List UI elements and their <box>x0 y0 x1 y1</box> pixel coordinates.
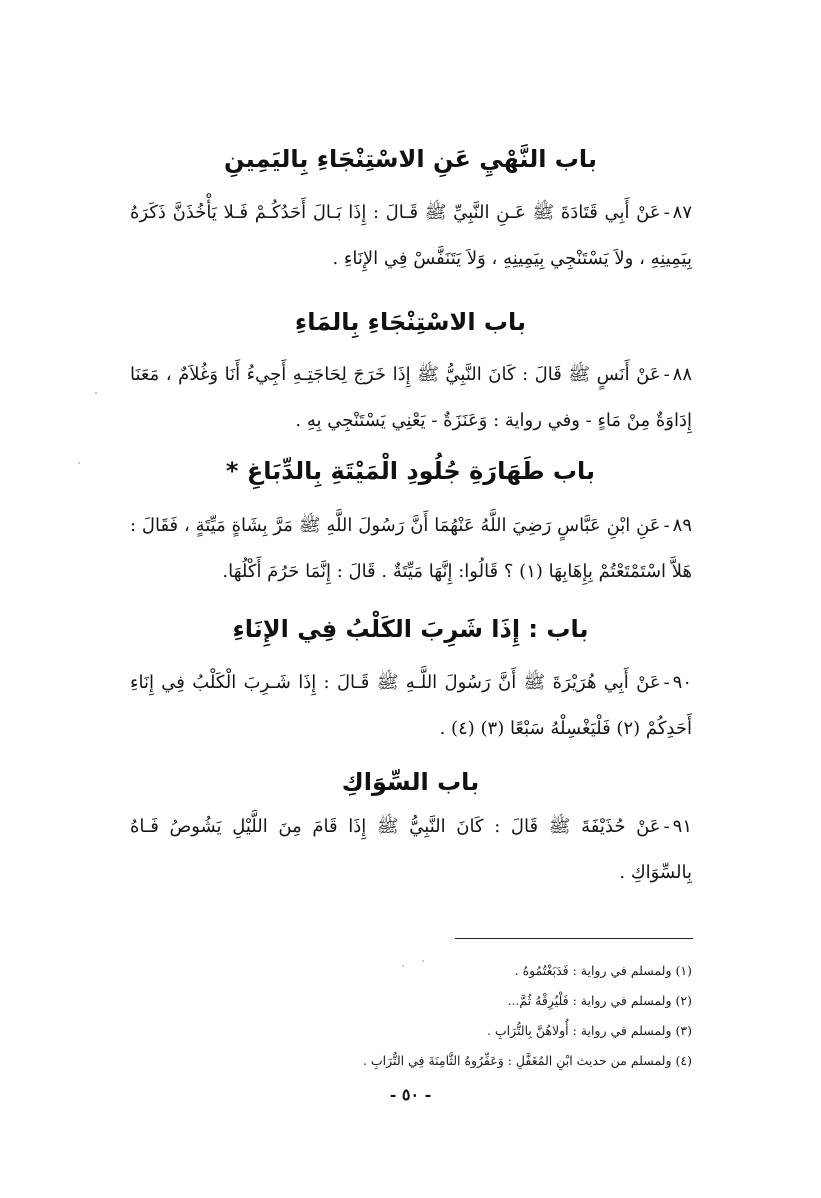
chapter-heading: باب طَهَارَةِ جُلُودِ الْمَيْتَةِ بِالدِّبَاغِ * <box>225 457 596 485</box>
hadith-number: ٩٠ <box>672 672 692 693</box>
scan-speck <box>95 392 97 394</box>
hadith-text: عَنِ ابْنِ عَبَّاسٍ رَضِيَ اللَّهُ عَنْهُمَا أَنَّ رَسُولَ اللَّهِ ﷺ مَرَّ بِشَاةٍ مَيِّتَةٍ ، فَقَالَ : هَلاَّ اسْتَمْتَعْتُمْ بِإِهَابِهَا (١) ؟ قَالُوا: إِنَّهَا مَيِّتَةٌ . قَالَ : إِنَّمَا حَرُمَ أَكْلُهَا. <box>130 515 692 582</box>
chapter-heading: باب السِّوَاكِ <box>341 768 480 796</box>
footnote-3: (٣) ولمسلم في رواية : أُولاهُنَّ بِالتُّرَابِ . <box>486 1023 692 1038</box>
scan-speck <box>402 965 404 967</box>
hadith-text: عَنْ أَبِي هُرَيْرَةَ ﷺ أَنَّ رَسُولَ اللَّـهِ ﷺ قَـالَ : إِذَا شَـرِبَ الْكَلْبُ فِي إِنَاءِ أَحَدِكُمْ (٢) فَلْيَغْسِلْهُ سَبْعًا (٣) (٤) . <box>130 672 692 739</box>
scan-speck <box>78 462 80 464</box>
scan-speck <box>422 960 424 962</box>
hadith-text: عَنْ أَنَسٍ ﷺ قَالَ : كَانَ النَّبِيُّ ﷺ إِذَا خَرَجَ لِحَاجَتِـهِ أَجِيءُ أَنَا وَغُلاَمٌ ، مَعَنَا إِدَاوَةٌ مِنْ مَاءٍ - وفي رواية : وَعَنَزَةٌ - يَعْنِي يَسْتَنْجِي بِهِ . <box>130 364 692 431</box>
hadith-paragraph: ٩١-عَنْ حُذَيْفَةَ ﷺ قَالَ : كَانَ النَّبِيُّ ﷺ إِذَا قَامَ مِنَ اللَّيْلِ يَشُوصُ فَـاهُ بِالسِّوَاكِ . <box>130 816 692 883</box>
page-number: - ٥٠ - <box>389 1085 432 1104</box>
hadith-number: ٩١ <box>672 816 692 837</box>
hadith-text: عَنْ أَبِي قَتَادَةَ ﷺ عَـنِ النَّبِيِّ ﷺ قَـالَ : إِذَا بَـالَ أَحَدُكُـمْ فَـلا يَأْخُذَنَّ ذَكَرَهُ بِيَمِينِهِ ، ولاَ يَسْتَنْجِي بِيَمِينِهِ ، وَلاَ يَتَنَفَّسْ فِي الإِنَاءِ . <box>130 202 692 269</box>
hadith-number: ٨٧ <box>672 202 692 223</box>
footnote-2: (٢) ولمسلم في رواية : فَلْيُرِقْهُ ثُمَّ... <box>507 993 692 1008</box>
footnote-4: (٤) ولمسلم من حديث ابْنِ المُغَفَّلِ : وَعَفِّرُوهُ الثَّامِنَةَ فِي التُّرَابِ . <box>362 1053 692 1068</box>
footnotes <box>300 956 692 1076</box>
footnote-1: (١) ولمسلم في رواية : فَدَبَغْتُمُوهُ . <box>514 963 692 978</box>
chapter-heading: باب الاسْتِنْجَاءِ بِالمَاءِ <box>294 308 527 336</box>
footnote-separator <box>455 938 693 939</box>
hadith-paragraph: ٩٠-عَنْ أَبِي هُرَيْرَةَ ﷺ أَنَّ رَسُولَ اللَّـهِ ﷺ قَـالَ : إِذَا شَـرِبَ الْكَلْبُ فِي إِنَاءِ أَحَدِكُمْ (٢) فَلْيَغْسِلْهُ سَبْعًا (٣) (٤) . <box>130 672 692 739</box>
hadith-paragraph: ٨٧-عَنْ أَبِي قَتَادَةَ ﷺ عَـنِ النَّبِيِّ ﷺ قَـالَ : إِذَا بَـالَ أَحَدُكُـمْ فَـلا يَأْخُذَنَّ ذَكَرَهُ بِيَمِينِهِ ، ولاَ يَسْتَنْجِي بِيَمِينِهِ ، وَلاَ يَتَنَفَّسْ فِي الإِنَاءِ . <box>130 202 692 269</box>
hadith-paragraph: ٨٩-عَنِ ابْنِ عَبَّاسٍ رَضِيَ اللَّهُ عَنْهُمَا أَنَّ رَسُولَ اللَّهِ ﷺ مَرَّ بِشَاةٍ مَيِّتَةٍ ، فَقَالَ : هَلاَّ اسْتَمْتَعْتُمْ بِإِهَابِهَا (١) ؟ قَالُوا: إِنَّهَا مَيِّتَةٌ . قَالَ : إِنَّمَا حَرُمَ أَكْلُهَا. <box>130 515 692 582</box>
hadith-number: ٨٨ <box>672 364 692 385</box>
hadith-paragraph: ٨٨-عَنْ أَنَسٍ ﷺ قَالَ : كَانَ النَّبِيُّ ﷺ إِذَا خَرَجَ لِحَاجَتِـهِ أَجِيءُ أَنَا وَغُلاَمٌ ، مَعَنَا إِدَاوَةٌ مِنْ مَاءٍ - وفي رواية : وَعَنَزَةٌ - يَعْنِي يَسْتَنْجِي بِهِ . <box>130 364 692 431</box>
hadith-text: عَنْ حُذَيْفَةَ ﷺ قَالَ : كَانَ النَّبِيُّ ﷺ إِذَا قَامَ مِنَ اللَّيْلِ يَشُوصُ فَـاهُ بِالسِّوَاكِ . <box>130 816 692 883</box>
hadith-number: ٨٩ <box>672 515 692 536</box>
chapter-heading: باب : إِذَا شَرِبَ الكَلْبُ فِي الإِنَاءِ <box>232 615 589 643</box>
chapter-heading: باب النَّهْيِ عَنِ الاسْتِنْجَاءِ بِاليَمِينِ <box>224 145 597 173</box>
